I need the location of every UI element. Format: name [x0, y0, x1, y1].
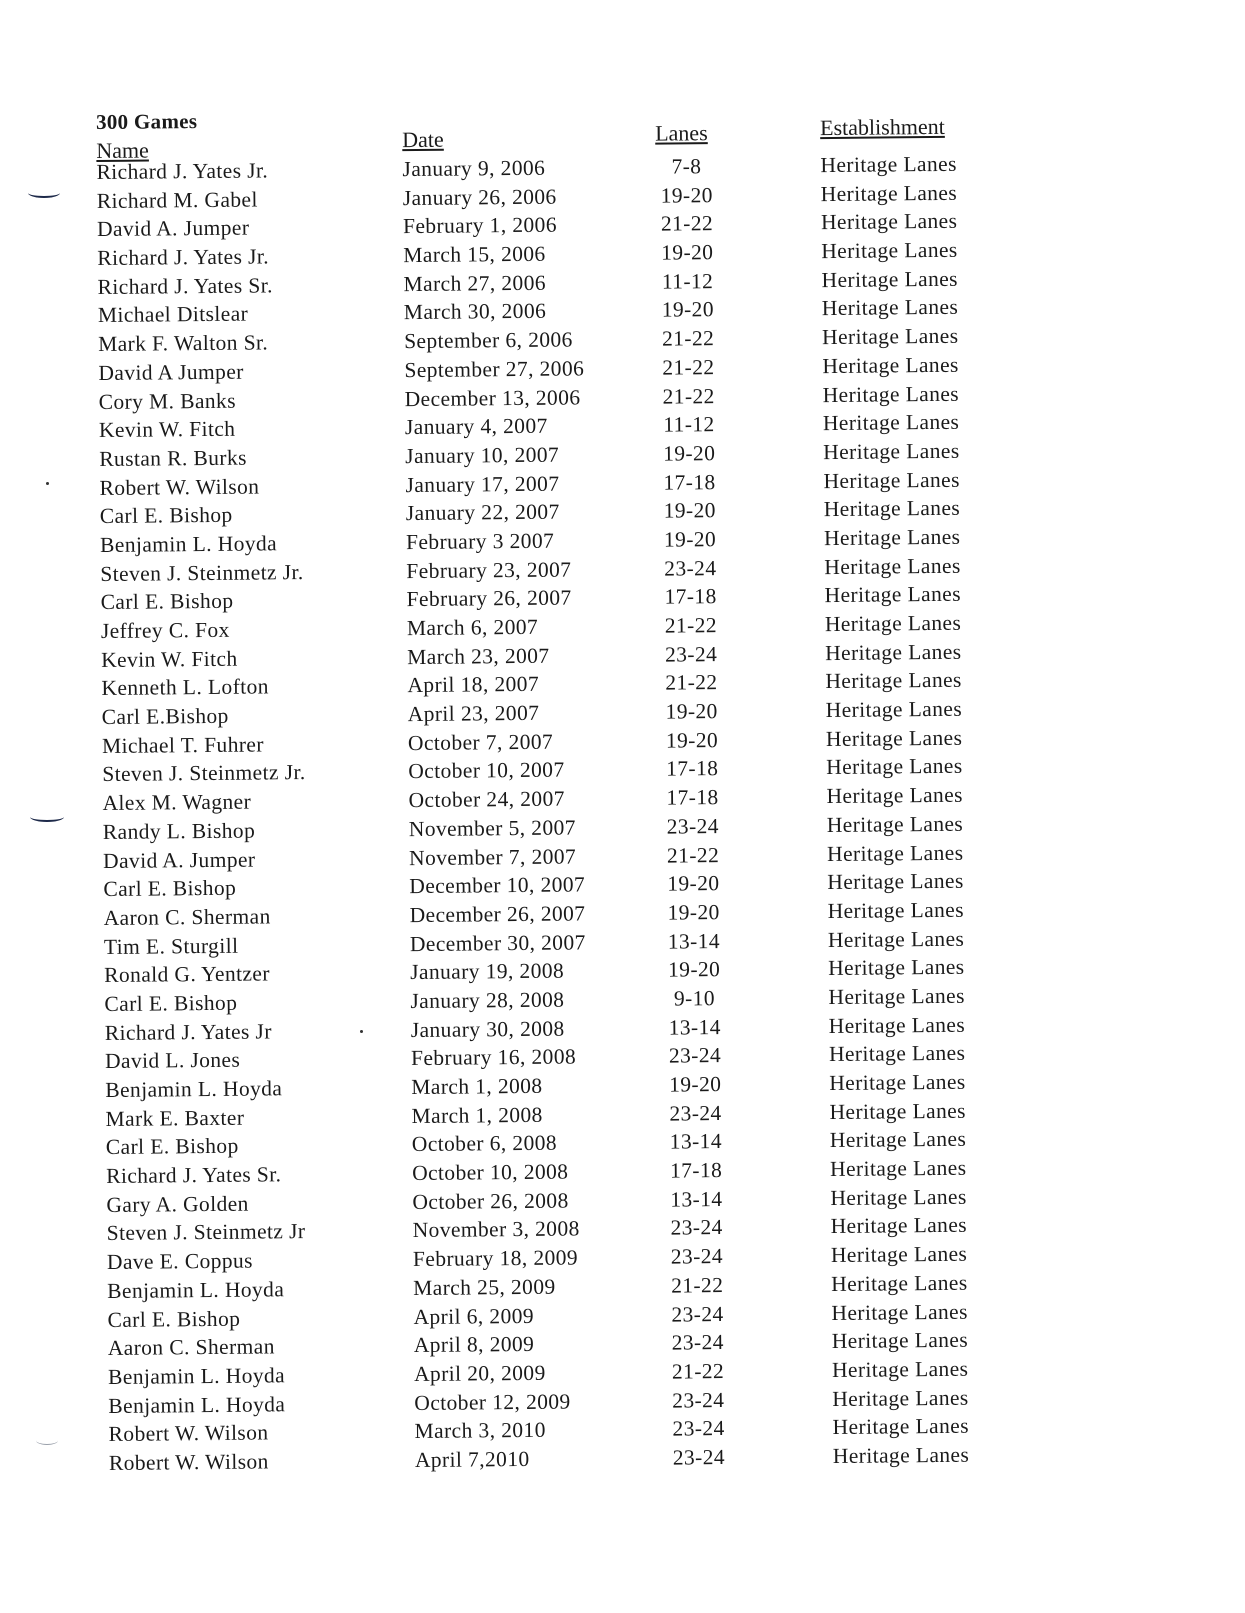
cell-lanes: 17-18	[664, 584, 717, 609]
cell-establishment: Heritage Lanes	[829, 1069, 966, 1096]
cell-name: David L. Jones	[104, 1048, 241, 1074]
cell-date: October 10, 2007	[408, 758, 565, 784]
cell-lanes: 19-20	[665, 699, 718, 724]
cell-establishment: Heritage Lanes	[829, 1098, 966, 1124]
cell-lanes: 21-22	[671, 1358, 725, 1384]
cell-establishment: Heritage Lanes	[828, 1041, 966, 1067]
scan-speck	[360, 1030, 363, 1033]
cell-date: January 17, 2007	[405, 471, 560, 497]
cell-name: Richard J. Yates Sr.	[97, 273, 273, 299]
cell-date: December 10, 2007	[409, 872, 586, 899]
cell-date: March 23, 2007	[407, 643, 550, 669]
cell-date: December 30, 2007	[409, 929, 586, 956]
cell-lanes: 13-14	[670, 1186, 723, 1212]
cell-establishment: Heritage Lanes	[827, 897, 965, 923]
cell-lanes: 19-20	[663, 440, 716, 466]
cell-lanes: 21-22	[660, 211, 714, 236]
cell-date: September 27, 2006	[404, 356, 585, 382]
cell-establishment: Heritage Lanes	[826, 811, 964, 837]
cell-establishment: Heritage Lanes	[823, 524, 961, 551]
cell-lanes: 19-20	[669, 1072, 722, 1097]
cell-date: March 30, 2006	[403, 299, 547, 325]
cell-establishment: Heritage Lanes	[832, 1385, 969, 1411]
cell-date: March 3, 2010	[414, 1418, 546, 1444]
binder-hole-mark	[36, 1436, 58, 1445]
cell-establishment: Heritage Lanes	[832, 1413, 970, 1440]
cell-date: April 23, 2007	[407, 700, 540, 727]
cell-establishment: Heritage Lanes	[825, 639, 962, 665]
cell-lanes: 23-24	[668, 1043, 722, 1068]
cell-date: March 1, 2008	[411, 1102, 543, 1128]
page-title: 300 Games	[95, 109, 198, 135]
cell-name: Steven J. Steinmetz Jr.	[102, 760, 306, 787]
cell-lanes: 19-20	[661, 240, 714, 265]
cell-lanes: 17-18	[666, 785, 719, 810]
cell-lanes: 23-24	[670, 1244, 724, 1269]
cell-lanes: 21-22	[664, 613, 718, 638]
cell-name: Jeffrey C. Fox	[100, 617, 230, 644]
cell-date: February 3 2007	[405, 528, 555, 555]
cell-lanes: 19-20	[661, 297, 715, 323]
cell-establishment: Heritage Lanes	[821, 295, 959, 321]
cell-name: Mark F. Walton Sr.	[98, 330, 269, 357]
cell-lanes: 13-14	[667, 928, 721, 954]
cell-lanes: 17-18	[663, 469, 716, 495]
cell-date: October 26, 2008	[412, 1188, 569, 1214]
cell-establishment: Heritage Lanes	[826, 754, 963, 780]
cell-lanes: 21-22	[671, 1272, 724, 1298]
cell-date: April 7,2010	[414, 1446, 530, 1472]
cell-date: January 26, 2006	[402, 184, 557, 210]
cell-lanes: 11-12	[663, 412, 715, 437]
cell-establishment: Heritage Lanes	[830, 1241, 968, 1268]
cell-lanes: 21-22	[661, 326, 715, 351]
cell-lanes: 13-14	[668, 1014, 721, 1040]
scan-speck	[46, 482, 49, 485]
cell-date: October 12, 2009	[414, 1389, 571, 1415]
cell-establishment: Heritage Lanes	[820, 180, 958, 206]
cell-name: Richard J. Yates Sr.	[106, 1162, 282, 1189]
cell-lanes: 19-20	[663, 527, 717, 552]
cell-date: March 6, 2007	[406, 614, 539, 641]
cell-date: April 6, 2009	[413, 1303, 535, 1329]
cell-establishment: Heritage Lanes	[827, 926, 965, 952]
binder-hole-mark	[28, 188, 60, 198]
cell-name: Michael Ditslear	[97, 302, 249, 328]
cell-establishment: Heritage Lanes	[824, 610, 962, 637]
cell-date: January 30, 2008	[410, 1016, 565, 1042]
column-header-date: Date	[402, 126, 444, 153]
cell-name: Carl E. Bishop	[100, 589, 234, 615]
cell-date: March 27, 2006	[403, 270, 547, 296]
cell-name: Benjamin L. Hoyda	[107, 1363, 286, 1389]
cell-name: Richard J. Yates Jr.	[96, 158, 269, 185]
games-table	[0, 149, 1245, 1481]
cell-date: January 9, 2006	[402, 155, 546, 182]
cell-establishment: Heritage Lanes	[824, 553, 961, 579]
cell-date: February 16, 2008	[410, 1044, 577, 1071]
cell-name: Dave E. Coppus	[106, 1248, 254, 1275]
cell-date: April 8, 2009	[413, 1332, 535, 1358]
cell-date: October 6, 2008	[411, 1131, 558, 1157]
cell-lanes: 19-20	[660, 182, 713, 208]
binder-hole-mark	[30, 812, 64, 822]
cell-date: February 23, 2007	[406, 557, 572, 583]
cell-lanes: 23-24	[664, 555, 717, 581]
cell-name: Benjamin L. Hoyda	[108, 1391, 286, 1418]
cell-establishment: Heritage Lanes	[822, 381, 960, 407]
cell-lanes: 23-24	[671, 1330, 724, 1355]
cell-establishment: Heritage Lanes	[831, 1356, 969, 1382]
cell-name: Benjamin L. Hoyda	[99, 531, 278, 557]
cell-establishment: Heritage Lanes	[831, 1299, 968, 1325]
column-header-name: Name	[96, 137, 149, 164]
cell-name: Steven J. Steinmetz Jr	[106, 1219, 306, 1246]
cell-lanes: 7-8	[671, 154, 702, 179]
cell-establishment: Heritage Lanes	[825, 696, 963, 723]
cell-name: Richard M. Gabel	[96, 187, 258, 213]
cell-date: February 18, 2009	[412, 1245, 579, 1272]
column-header-establishment: Establishment	[819, 113, 945, 141]
cell-date: April 20, 2009	[413, 1360, 546, 1386]
cell-lanes: 21-22	[662, 354, 715, 380]
cell-establishment: Heritage Lanes	[831, 1327, 969, 1354]
cell-establishment: Heritage Lanes	[825, 668, 962, 694]
cell-date: February 26, 2007	[406, 585, 572, 612]
cell-name: Carl E. Bishop	[107, 1306, 241, 1332]
cell-establishment: Heritage Lanes	[821, 237, 958, 264]
cell-date: January 22, 2007	[405, 499, 560, 526]
cell-establishment: Heritage Lanes	[827, 868, 964, 895]
cell-lanes: 11-12	[661, 268, 714, 294]
cell-date: September 6, 2006	[404, 327, 573, 354]
cell-establishment: Heritage Lanes	[830, 1213, 968, 1239]
cell-name: Ronald G. Yentzer	[104, 961, 270, 988]
cell-date: January 10, 2007	[405, 442, 560, 468]
cell-name: Carl E. Bishop	[105, 1134, 239, 1160]
cell-date: October 7, 2007	[407, 729, 554, 755]
cell-date: November 7, 2007	[408, 843, 577, 870]
cell-establishment: Heritage Lanes	[831, 1270, 968, 1296]
cell-date: October 24, 2007	[408, 786, 565, 813]
cell-name: Rustan R. Burks	[99, 445, 247, 471]
cell-name: Randy L. Bishop	[102, 818, 256, 844]
cell-name: Robert W. Wilson	[99, 474, 260, 500]
cell-name: Carl E. Bishop	[104, 990, 238, 1016]
cell-establishment: Heritage Lanes	[820, 151, 957, 178]
cell-date: February 1, 2006	[402, 212, 558, 239]
cell-date: December 13, 2006	[404, 384, 581, 411]
cell-establishment: Heritage Lanes	[824, 582, 962, 608]
cell-establishment: Heritage Lanes	[826, 840, 964, 866]
cell-name: Steven J. Steinmetz Jr.	[100, 559, 304, 586]
cell-date: March 25, 2009	[413, 1274, 556, 1300]
cell-date: January 4, 2007	[404, 413, 548, 440]
cell-lanes: 23-24	[670, 1215, 723, 1241]
cell-establishment: Heritage Lanes	[828, 954, 965, 981]
cell-lanes: 23-24	[671, 1301, 724, 1327]
cell-lanes: 19-20	[665, 727, 719, 753]
cell-lanes: 23-24	[664, 641, 718, 667]
cell-name: David A Jumper	[98, 359, 244, 385]
cell-name: Benjamin L. Hoyda	[107, 1277, 285, 1303]
cell-lanes: 19-20	[667, 957, 721, 982]
cell-name: Cory M. Banks	[98, 388, 237, 414]
cell-name: Richard J. Yates Jr	[104, 1019, 272, 1045]
cell-name: Kevin W. Fitch	[101, 646, 238, 672]
cell-establishment: Heritage Lanes	[828, 983, 965, 1009]
cell-name: David A. Jumper	[96, 215, 250, 242]
cell-establishment: Heritage Lanes	[822, 323, 959, 350]
cell-establishment: Heritage Lanes	[822, 409, 960, 436]
cell-date: March 15, 2006	[403, 241, 546, 268]
cell-name: Kenneth L. Lofton	[101, 674, 269, 701]
cell-date: January 19, 2008	[410, 958, 565, 985]
cell-lanes: 21-22	[662, 383, 715, 409]
cell-date: November 3, 2008	[412, 1216, 580, 1243]
cell-establishment: Heritage Lanes	[823, 496, 961, 522]
cell-name: Gary A. Golden	[106, 1191, 249, 1217]
cell-lanes: 23-24	[672, 1445, 726, 1470]
cell-name: Carl E.Bishop	[101, 703, 229, 730]
cell-establishment: Heritage Lanes	[820, 209, 958, 235]
cell-lanes: 21-22	[665, 670, 718, 695]
cell-date: April 18, 2007	[407, 672, 540, 698]
cell-lanes: 23-24	[669, 1100, 722, 1126]
cell-lanes: 9-10	[673, 986, 716, 1011]
cell-name: Alex M. Wagner	[102, 789, 252, 816]
cell-name: Kevin W. Fitch	[98, 416, 236, 443]
cell-lanes: 19-20	[663, 498, 716, 523]
cell-establishment: Heritage Lanes	[821, 266, 959, 292]
cell-establishment: Heritage Lanes	[823, 438, 960, 464]
cell-name: Benjamin L. Hoyda	[105, 1076, 283, 1102]
cell-lanes: 23-24	[672, 1387, 725, 1413]
cell-lanes: 21-22	[666, 842, 720, 868]
cell-name: David A. Jumper	[102, 847, 256, 873]
cell-establishment: Heritage Lanes	[829, 1127, 967, 1153]
cell-establishment: Heritage Lanes	[828, 1012, 966, 1038]
cell-name: Mark E. Baxter	[105, 1105, 245, 1131]
cell-establishment: Heritage Lanes	[832, 1442, 970, 1468]
cell-lanes: 17-18	[666, 756, 719, 782]
cell-date: December 26, 2007	[409, 901, 586, 927]
cell-name: Tim E. Sturgill	[103, 933, 239, 959]
cell-lanes: 19-20	[667, 899, 720, 925]
cell-establishment: Heritage Lanes	[822, 352, 959, 378]
cell-name: Michael T. Fuhrer	[101, 732, 264, 758]
cell-name: Carl E. Bishop	[99, 502, 233, 529]
cell-name: Robert W. Wilson	[108, 1449, 269, 1475]
cell-date: November 5, 2007	[408, 815, 576, 841]
cell-name: Aaron C. Sherman	[107, 1334, 275, 1361]
cell-establishment: Heritage Lanes	[830, 1184, 967, 1210]
cell-date: October 10, 2008	[412, 1159, 569, 1186]
cell-date: March 1, 2008	[411, 1073, 543, 1100]
cell-name: Robert W. Wilson	[108, 1420, 269, 1447]
cell-establishment: Heritage Lanes	[826, 782, 963, 809]
cell-establishment: Heritage Lanes	[829, 1155, 967, 1182]
cell-name: Richard J. Yates Jr.	[97, 244, 270, 271]
cell-lanes: 19-20	[667, 871, 720, 896]
cell-lanes: 23-24	[666, 813, 719, 839]
cell-lanes: 17-18	[669, 1158, 723, 1183]
cell-establishment: Heritage Lanes	[823, 467, 960, 493]
column-header-lanes: Lanes	[655, 120, 708, 146]
cell-name: Aaron C. Sherman	[103, 904, 271, 930]
cell-establishment: Heritage Lanes	[825, 725, 963, 751]
cell-lanes: 23-24	[672, 1416, 725, 1441]
cell-date: January 28, 2008	[410, 987, 565, 1013]
cell-name: Carl E. Bishop	[103, 875, 237, 902]
cell-lanes: 13-14	[669, 1129, 723, 1154]
